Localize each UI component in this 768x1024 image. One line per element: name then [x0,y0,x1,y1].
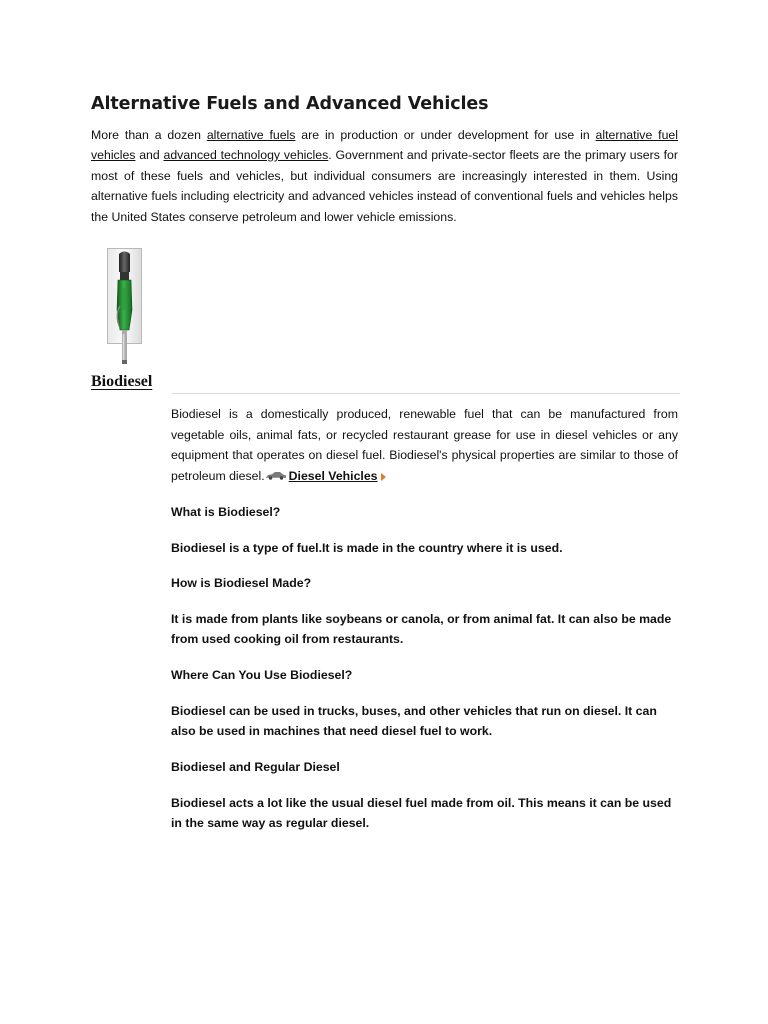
biodiesel-description [171,404,678,486]
question-where-use: Where Can You Use Biodiesel? [171,668,353,682]
arrow-right-icon [381,473,386,481]
intro-text-4: . Government and private-sector fleets are the primary users for most of these fuels and vehicles, but individual consumers are increasingly interested in them. Using alternative fuels including electricity and advanced vehicles instead of conventional fuels and vehicles helps the United States conserve petroleum and lower vehicle emissions. [91,148,678,224]
advanced-technology-vehicles-link[interactable]: advanced technology vehicles [163,148,329,163]
car-icon [265,471,287,480]
section-divider [172,393,680,394]
diesel-vehicles-link[interactable]: Diesel Vehicles [288,468,378,483]
biodiesel-heading: Biodiesel [91,373,153,390]
intro-text-2: are in production or under development for use in [295,128,596,142]
alternative-fuel-vehicles-link[interactable]: alternative fuel vehicles [91,128,678,163]
alternative-fuels-link[interactable]: alternative fuels [206,128,296,142]
answer-where-use: Biodiesel can be used in trucks, buses, and other vehicles that run on diesel. It can also be used in machines that need diesel fuel to work. [171,704,657,738]
intro-paragraph [91,125,678,227]
answer-what-is: Biodiesel is a type of fuel.It is made in the country where it is used. [171,541,563,555]
answer-how-made: It is made from plants like soybeans or canola, or from animal fat. It can also be made from used cooking oil from restaurants. [171,612,672,646]
question-what-is: What is Biodiesel? [171,505,281,519]
question-comparison: Biodiesel and Regular Diesel [171,760,340,774]
biodiesel-description-text: Biodiesel is a domestically produced, renewable fuel that can be manufactured from vegetable oils, animal fats, or recycled restaurant grease for use in diesel vehicles or any equipment that operates on diesel fuel. Biodiesel's physical properties are similar to those of petroleum diesel. [171,407,678,483]
answer-comparison: Biodiesel acts a lot like the usual diesel fuel made from oil. This means it can be used in the same way as regular diesel. [171,796,672,830]
intro-text-3: and [135,148,164,163]
fuel-nozzle-icon [107,248,142,370]
intro-text-1: More than a dozen [91,128,207,142]
question-how-made: How is Biodiesel Made? [171,576,312,590]
page-title: Alternative Fuels and Advanced Vehicles [91,94,489,114]
